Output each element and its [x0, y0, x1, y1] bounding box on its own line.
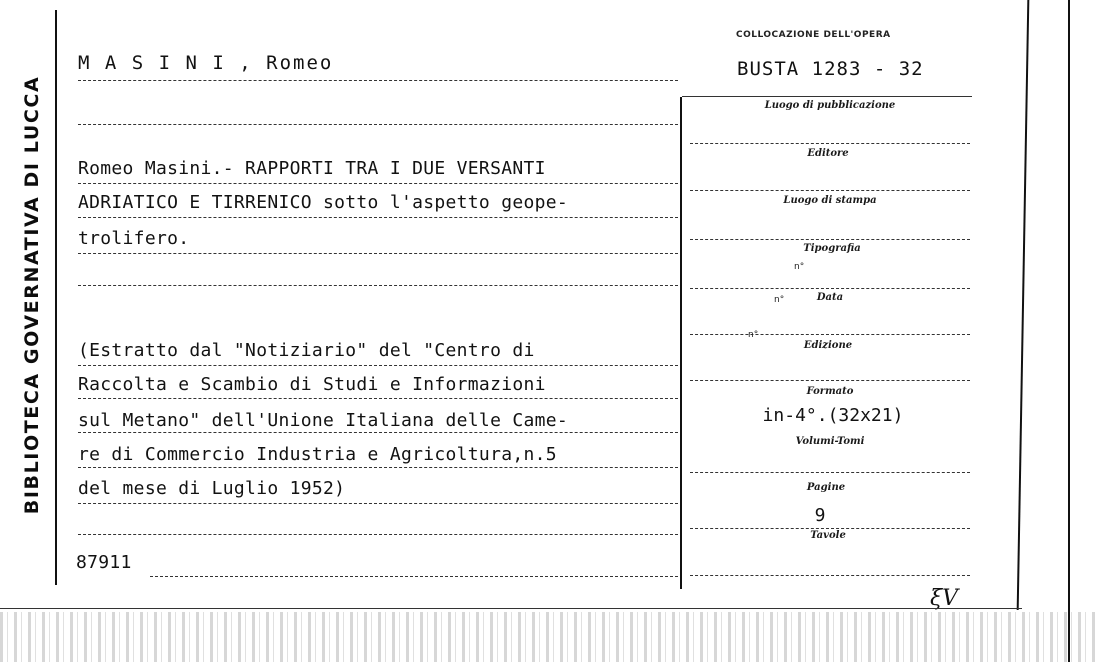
author-name: M A S I N I , Romeo [78, 52, 334, 74]
rule [78, 432, 678, 433]
rule [78, 503, 678, 504]
library-stamp: BIBLIOTECA GOVERNATIVA DI LUCCA [21, 75, 43, 515]
rule [78, 534, 678, 535]
volumes-label: Volumi-Tomi [795, 436, 865, 447]
note-line: del mese di Luglio 1952) [78, 478, 346, 499]
plates-label: Tavole [810, 530, 846, 541]
title-line: Romeo Masini.- RAPPORTI TRA I DUE VERSANTI [78, 158, 546, 179]
note-line: Raccolta e Scambio di Studi e Informazioni [78, 374, 546, 395]
rule [690, 190, 970, 191]
rule [78, 365, 678, 366]
rule [78, 124, 678, 125]
rule [78, 183, 678, 184]
scan-noise [0, 612, 1098, 662]
rule [78, 398, 678, 399]
collocation-value: BUSTA 1283 - 32 [737, 58, 924, 80]
edition-label: Edizione [803, 340, 853, 351]
format-label: Formato [806, 386, 854, 397]
rule [690, 472, 970, 473]
note-line: sul Metano" dell'Unione Italiana delle Came- [78, 410, 569, 431]
bottom-edge [0, 608, 1022, 609]
publisher-label: Editore [807, 148, 849, 159]
rule [682, 96, 972, 97]
inventory-number: 87911 [76, 552, 132, 573]
right-edge [1017, 0, 1030, 610]
rule [150, 576, 678, 577]
pages-label: Pagine [806, 482, 846, 493]
degree-mark: n° [774, 295, 785, 305]
note-line: (Estratto dal "Notiziario" del "Centro di [78, 340, 535, 361]
degree-mark: n° [748, 330, 759, 340]
rule [690, 380, 970, 381]
typography-label: Tipografia [803, 243, 861, 254]
rule [78, 285, 678, 286]
far-right-edge [1068, 0, 1070, 662]
format-value: in-4°.(32x21) [762, 405, 904, 426]
date-label: Data [816, 292, 844, 303]
rule [78, 217, 678, 218]
collocation-label: COLLOCAZIONE DELL'OPERA [736, 30, 891, 40]
rule [690, 239, 970, 240]
column-divider [680, 97, 682, 589]
pages-value: 9 [814, 505, 826, 526]
rule [690, 143, 970, 144]
degree-mark: n° [794, 262, 805, 272]
left-border [55, 10, 57, 585]
rule [690, 575, 970, 576]
rule [690, 288, 970, 289]
rule [690, 528, 970, 529]
handwritten-mark: ξV [930, 586, 959, 611]
title-line: ADRIATICO E TIRRENICO sotto l'aspetto geope- [78, 192, 569, 213]
rule [78, 80, 678, 81]
title-line: trolifero. [78, 228, 190, 249]
rule [78, 467, 678, 468]
place-of-printing-label: Luogo di stampa [783, 195, 877, 206]
rule [690, 334, 970, 335]
place-of-publication-label: Luogo di pubblicazione [764, 100, 896, 111]
note-line: re di Commercio Industria e Agricoltura,n.5 [78, 444, 557, 465]
rule [78, 253, 678, 254]
